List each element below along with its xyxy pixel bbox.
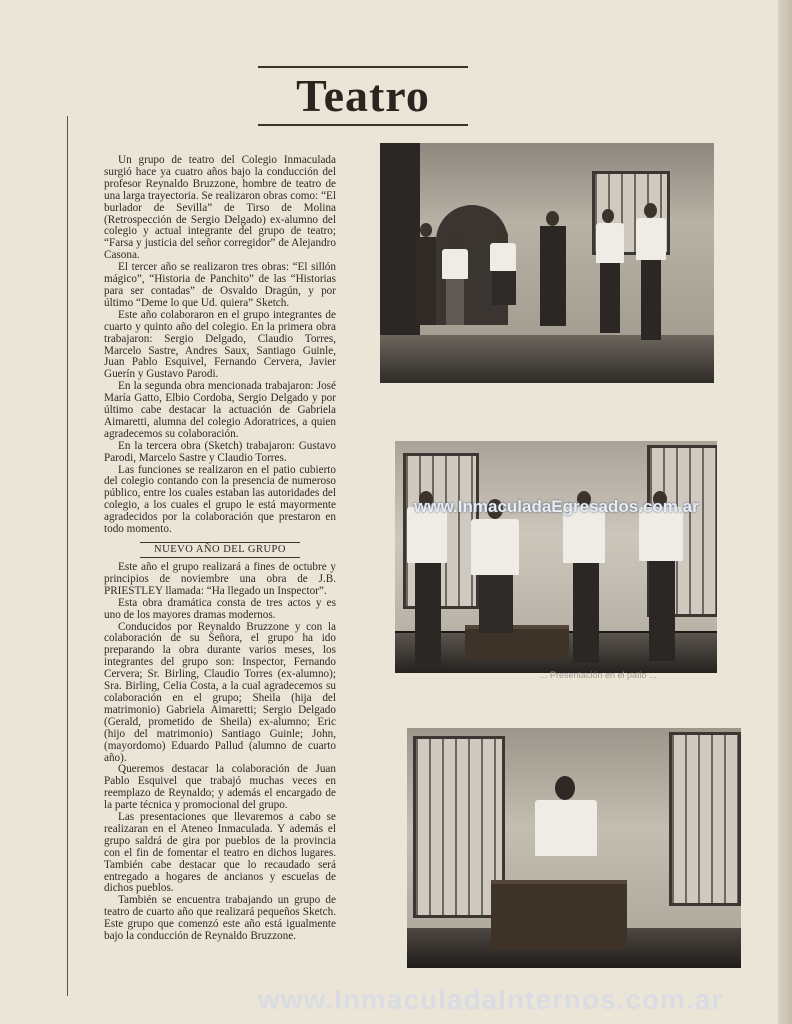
paragraph: El tercer año se realizaron tres obras: “El sillón mágico”, “Historia de Panchito” de las “Historias para ser contadas” de Osvaldo Dragún, y por último “Deme lo que Ud. quiera” Sketch. — [104, 261, 336, 309]
photo-director-at-desk — [407, 728, 741, 968]
photo-cast-lineup — [395, 441, 717, 673]
paragraph: Este año colaboraron en el grupo integrantes de cuarto y quinto año del colegio. En la primera obra trabajaron: Sergio Delgado, Claudio Torres, Marcelo Sastre, Andres Saux, Santiago Guinle, Juan Pablo Esquivel, Fernando Cervera, Javier Guerín y Gustavo Parodi. — [104, 308, 336, 381]
paragraph: En la tercera obra (Sketch) trabajaron: Gustavo Parodi, Marcelo Sastre y Claudio Torres. — [104, 439, 336, 464]
watermark-egresados: www.InmaculadaEgresados.com.ar — [414, 497, 699, 516]
paragraph: Un grupo de teatro del Colegio Inmaculada surgió hace ya cuatro años bajo la conducción del profesor Reynaldo Bruzzone, hombre de teatro de una larga trayectoria. Se realizaron obras como: “El burlador de Sevilla” de Tirso de Molina (Retrospección de Sergio Delgado) ex-alumno del colegio y actual integrante del grupo de teatro; “Farsa y justicia del señor corregidor” de Alejandro Casona. — [104, 154, 336, 262]
photo-stage-performance — [380, 143, 714, 383]
faded-caption: ... Presentación en el patio ... — [540, 670, 657, 680]
title-rule-bottom — [258, 124, 468, 126]
paragraph: Las presentaciones que llevaremos a cabo se realizaran en el Ateneo Inmaculada. Y además el grupo saldrá de gira por pueblos de la provincia con el fin de fomentar el teatro en dichos lugares. También cabe destacar que lo recaudado será entregado a hogares de ancianos y escuelas de dichos pueblos. — [104, 811, 336, 895]
paragraph: En la segunda obra mencionada trabajaron: José María Gatto, Elbio Cordoba, Sergio Delgado y por último cabe destacar la actuación de Gabriela Aimaretti, alumna del colegio Adoratrices, a quien agradecemos su colaboración. — [104, 380, 336, 440]
paragraph: Queremos destacar la colaboración de Juan Pablo Esquivel que trabajó muchas veces en reemplazo de Reynaldo; y además el encargado de la parte técnica y promocional del grupo. — [104, 763, 336, 812]
paragraph: También se encuentra trabajando un grupo de teatro de cuarto año que realizará pequeños Sketch. Este grupo que comenzó este año está igualmente bajo la conducción de Reynaldo Bruzzone. — [104, 894, 336, 943]
article-title: Teatro — [296, 70, 430, 121]
paragraph: Conducidos por Reynaldo Bruzzone y con la colaboración de su Señora, el grupo ha ido preparando la obra durante varios meses, los integrantes del grupo son: Inspector, Fernando Cervera; Sr. Birling, Claudio Torres (ex-alumno); Sra. Birling, Celia Costa, a la cual agradecemos su colaboración en el grupo; Sheila (hija del matrimonio) Gabriela Aimaretti; Sergio Delgado (Gerald, prometido de Sheila) ex-alumno; Eric (hijo del matrimonio) Santiago Guinle; John, (mayordomo) Eduardo Pallud (alumno de cuarto año). — [104, 620, 336, 764]
paragraph: Este año el grupo realizará a fines de octubre y principios de noviembre una obra de J.B. PRIESTLEY llamada: “Ha llegado un Inspector”. — [104, 561, 336, 597]
article-body — [104, 155, 336, 943]
section-subheading: NUEVO AÑO DEL GRUPO — [140, 542, 300, 558]
watermark-internos: www.InmaculadaInternos.com.ar — [258, 984, 724, 1015]
margin-rule — [67, 116, 68, 996]
paragraph: Las funciones se realizaron en el patio cubierto del colegio contando con la presencia de numeroso público, entre los cuales estaban las autoridades del colegio, a los cuales el grupo le está mayormente agradecidos por la colaboración que prestaron en todo momento. — [104, 463, 336, 536]
paragraph: Esta obra dramática consta de tres actos y es uno de los mayores dramas modernos. — [104, 596, 336, 621]
page-edge-shadow — [778, 0, 792, 1024]
